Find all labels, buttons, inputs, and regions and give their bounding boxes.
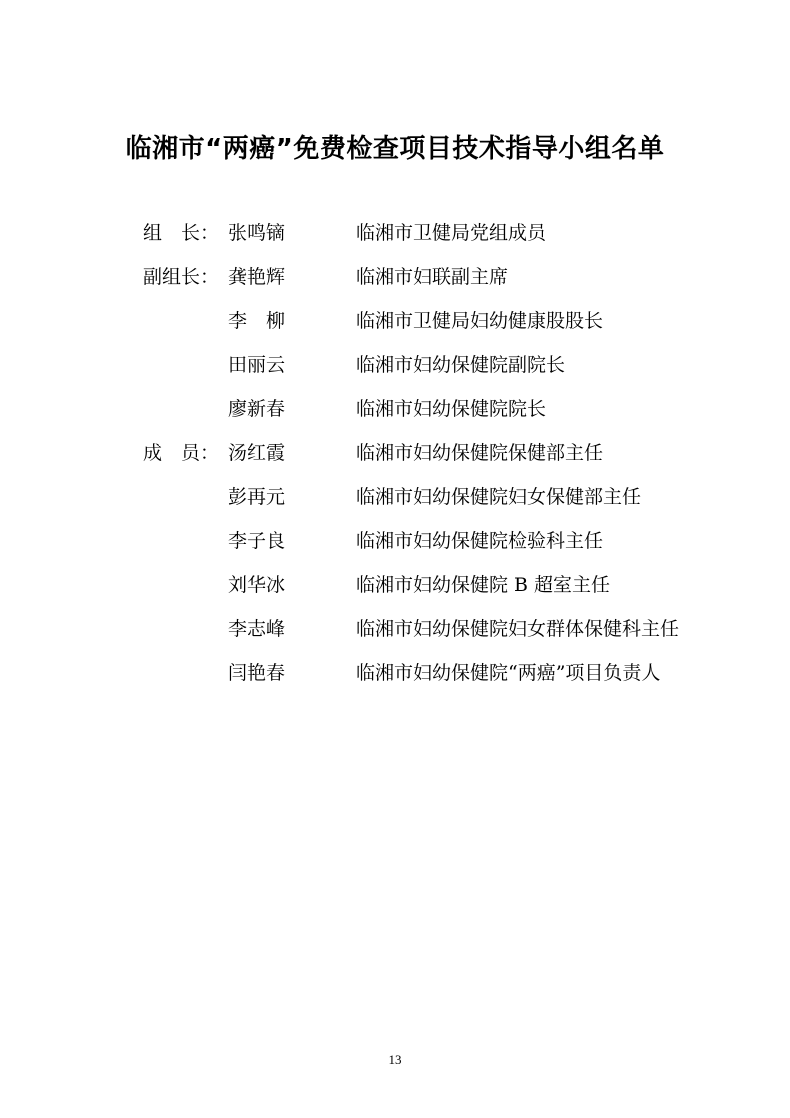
member-name: 李子良 [228,530,286,552]
member-name: 刘华冰 [228,574,286,596]
member-position: 临湘市卫健局党组成员 [356,222,547,244]
member-role: 成 员： [143,442,220,464]
member-position: 临湘市妇幼保健院副院长 [356,354,566,376]
member-name: 张鸣镝 [228,222,286,244]
member-name: 闫艳春 [228,662,286,684]
member-position: 临湘市妇幼保健院保健部主任 [356,442,604,464]
member-name: 田丽云 [228,354,286,376]
member-name: 汤红霞 [228,442,286,464]
list-item [0,350,790,394]
list-item [0,394,790,438]
list-item [0,658,790,702]
list-item [0,438,790,482]
member-name: 李志峰 [228,618,286,640]
member-list [0,218,790,702]
page-number: 13 [388,1052,402,1067]
list-item [0,306,790,350]
list-item [0,614,790,658]
member-role: 组 长： [143,222,220,244]
list-item [0,482,790,526]
member-position: 临湘市妇幼保健院妇女群体保健科主任 [356,618,680,640]
member-position: 临湘市妇联副主席 [356,266,509,288]
member-position: 临湘市妇幼保健院检验科主任 [356,530,604,552]
member-position: 临湘市妇幼保健院妇女保健部主任 [356,486,642,508]
member-name: 龚艳辉 [228,266,286,288]
list-item [0,218,790,262]
member-position: 临湘市卫健局妇幼健康股股长 [356,310,604,332]
page-title: 临湘市“两癌”免费检查项目技术指导小组名单 [125,134,665,164]
member-name: 李 柳 [228,310,286,332]
member-position: 临湘市妇幼保健院“两癌”项目负责人 [356,662,661,684]
member-name: 彭再元 [228,486,286,508]
member-name: 廖新春 [228,398,286,420]
list-item [0,570,790,614]
member-role: 副组长： [143,266,220,288]
member-position: 临湘市妇幼保健院院长 [356,398,547,420]
list-item [0,262,790,306]
list-item [0,526,790,570]
member-position: 临湘市妇幼保健院 B 超室主任 [356,574,611,596]
